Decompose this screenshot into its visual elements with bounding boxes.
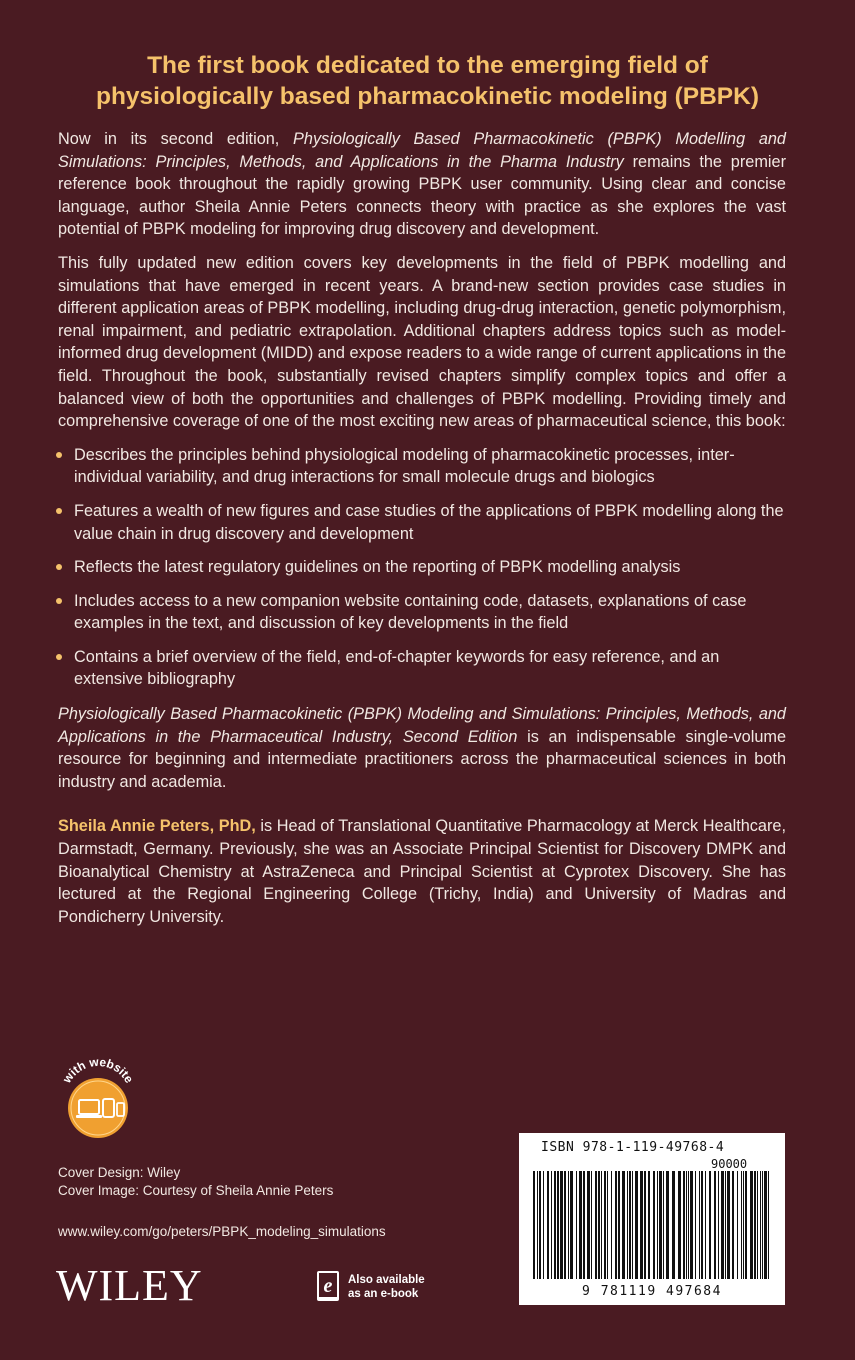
- feature-item: Describes the principles behind physiological modeling of pharmacokinetic processes, inter-individual variability, and drug interactions for small molecule drugs and biologics: [58, 444, 786, 489]
- ebook-notice: [314, 1270, 514, 1310]
- barcode-bar: [672, 1171, 675, 1279]
- barcode-bar: [551, 1171, 552, 1279]
- barcode-bar: [635, 1171, 638, 1279]
- ebook-line-1: Also available: [348, 1274, 425, 1286]
- barcode-bar: [604, 1171, 606, 1279]
- barcode-bar: [678, 1171, 681, 1279]
- e-book-icon: [316, 1270, 340, 1302]
- bullet-dot-icon: [56, 654, 62, 660]
- barcode-bar: [644, 1171, 646, 1279]
- ebook-line-2: as an e-book: [348, 1288, 419, 1300]
- barcode-bar: [659, 1171, 662, 1279]
- barcode-bar: [595, 1171, 597, 1279]
- publisher-logo: WILEY: [56, 1261, 203, 1310]
- barcode-bar: [721, 1171, 724, 1279]
- barcode-bar: [622, 1171, 625, 1279]
- barcode-bar: [754, 1171, 756, 1279]
- bullet-dot-icon: [56, 598, 62, 604]
- barcode-bar: [764, 1171, 767, 1279]
- barcode-bar: [579, 1171, 582, 1279]
- barcode-bar: [587, 1171, 590, 1279]
- barcode-bar: [701, 1171, 703, 1279]
- cover-design-credit: Cover Design: Wiley: [58, 1165, 181, 1180]
- barcode-bar: [690, 1171, 693, 1279]
- bullet-dot-icon: [56, 508, 62, 514]
- barcode-bar: [629, 1171, 631, 1279]
- headline-line-2: physiologically based pharmacokinetic modeling (PBPK): [95, 83, 759, 110]
- author-name: Sheila Annie Peters, PhD,: [58, 817, 256, 836]
- barcode-bars: [529, 1171, 775, 1283]
- barcode-bar: [760, 1171, 761, 1279]
- feature-item: Reflects the latest regulatory guidelines on the reporting of PBPK modelling analysis: [58, 556, 786, 579]
- barcode-bar: [537, 1171, 538, 1279]
- feature-item: Contains a brief overview of the field, end-of-chapter keywords for easy reference, and an extensive bibliography: [58, 646, 786, 691]
- headline: [40, 50, 815, 112]
- barcode-bar: [686, 1171, 687, 1279]
- feature-list: [58, 444, 786, 691]
- barcode-bar: [547, 1171, 549, 1279]
- barcode-bar: [705, 1171, 706, 1279]
- feature-item: Features a wealth of new figures and case studies of the applications of PBPK modelling along the value chain in drug discovery and development: [58, 500, 786, 545]
- barcode-bar: [543, 1171, 544, 1279]
- barcode-bar: [743, 1171, 744, 1279]
- barcode-bar: [714, 1171, 716, 1279]
- barcode-bar: [695, 1171, 696, 1279]
- isbn-barcode: [519, 1133, 785, 1305]
- barcode-bar: [576, 1171, 577, 1279]
- barcode-bar: [750, 1171, 753, 1279]
- barcode-bar: [554, 1171, 556, 1279]
- bullet-dot-icon: [56, 452, 62, 458]
- barcode-bar: [618, 1171, 620, 1279]
- barcode-bar: [533, 1171, 535, 1279]
- paragraph-summary: Physiologically Based Pharmacokinetic (PBPK) Modeling and Simulations: Principles, Methods, and Applications in the Pharmaceutical Industry, Second Edition is an indispensable single-volume resource for beginning and intermediate practitioners across the pharmaceutical sciences in both industry and academia.: [58, 705, 786, 791]
- barcode-bar: [632, 1171, 633, 1279]
- barcode-bar: [607, 1171, 608, 1279]
- book-title-italic: Physiologically Based Pharmacokinetic (PBPK) Modeling and Simulations: Principles, Methods, and Applications in the Pharmaceutical Industry, Second Edition: [58, 705, 786, 746]
- description: [58, 128, 786, 939]
- barcode-bar: [768, 1171, 769, 1279]
- barcode-bar: [762, 1171, 763, 1279]
- barcode-bar: [688, 1171, 689, 1279]
- companion-url[interactable]: www.wiley.com/go/peters/PBPK_modeling_simulations: [58, 1224, 386, 1239]
- barcode-bar: [663, 1171, 664, 1279]
- barcode-bar: [653, 1171, 655, 1279]
- barcode-bar: [725, 1171, 726, 1279]
- barcode-bar: [640, 1171, 643, 1279]
- headline-line-1: The first book dedicated to the emerging field of: [147, 52, 708, 79]
- barcode-bar: [539, 1171, 541, 1279]
- barcode-bar: [718, 1171, 719, 1279]
- svg-text:e: e: [323, 1275, 333, 1297]
- barcode-bar: [615, 1171, 617, 1279]
- barcode-bar: [657, 1171, 658, 1279]
- paragraph-intro: Now in its second edition, Physiologically Based Pharmacokinetic (PBPK) Modelling and Simulations: Principles, Methods, and Applications in the Pharma Industry remains the premier reference book throughout the rapidly growing PBPK user community. Using clear and concise language, author Sheila Annie Peters connects theory with practice as she explores the vast potential of PBPK modeling for improving drug discovery and development.: [58, 130, 786, 239]
- barcode-bar: [601, 1171, 602, 1279]
- barcode-bar: [557, 1171, 559, 1279]
- book-title-italic: Physiologically Based Pharmacokinetic (PBPK) Modelling and Simulations: Principles, Methods, and Applications in the Pharma Industry: [58, 130, 786, 171]
- barcode-bar: [568, 1171, 569, 1279]
- barcode-bar: [611, 1171, 612, 1279]
- author-bio: Sheila Annie Peters, PhD, is Head of Translational Quantitative Pharmacology at Merck Healthcare, Darmstadt, Germany. Previously, she was an Associate Principal Scientist for Discovery DMPK and Bioanalytical Chemistry at AstraZeneca and Principal Scientist at Cyprotex Discovery. She has lectured at the Regional Engineering College (Trichy, India) and University of Madras and Pondicherry University.: [58, 817, 786, 926]
- price-code: 90000: [711, 1157, 748, 1171]
- barcode-bar: [666, 1171, 669, 1279]
- barcode-bar: [699, 1171, 700, 1279]
- isbn-number: ISBN 978-1-119-49768-4: [541, 1140, 725, 1155]
- barcode-bar: [709, 1171, 711, 1279]
- barcode-bar: [564, 1171, 566, 1279]
- barcode-bar: [598, 1171, 600, 1279]
- barcode-bar: [591, 1171, 592, 1279]
- cover-credits: [58, 1164, 333, 1200]
- barcode-bar: [757, 1171, 758, 1279]
- barcode-bar: [648, 1171, 650, 1279]
- paragraph-edition: This fully updated new edition covers key developments in the field of PBPK modelling and simulations that have emerged in recent years. A brand-new section provides case studies in different application areas of PBPK modelling, including drug-drug interaction, genetic polymorphism, renal impairment, and pediatric extrapolation. Additional chapters address topics such as model-informed drug development (MIDD) and expose readers to a wide range of current applications in the field. Throughout the book, substantially revised chapters simplify complex topics and offer a balanced view of both the opportunities and challenges of PBPK modelling. Providing timely and comprehensive coverage of one of the most exciting new areas of pharmaceutical science, this book:: [58, 253, 786, 431]
- barcode-bar: [741, 1171, 742, 1279]
- barcode-bar: [745, 1171, 747, 1279]
- barcode-bar: [683, 1171, 685, 1279]
- barcode-bar: [583, 1171, 585, 1279]
- barcode-bar: [627, 1171, 628, 1279]
- badge-text: with website: [59, 1054, 137, 1086]
- bullet-dot-icon: [56, 564, 62, 570]
- barcode-bar: [560, 1171, 563, 1279]
- barcode-bar: [737, 1171, 738, 1279]
- cover-image-credit: Cover Image: Courtesy of Sheila Annie Peters: [58, 1183, 334, 1198]
- with-website-badge: [56, 1052, 140, 1142]
- barcode-bar: [732, 1171, 734, 1279]
- ean-digits: 9 781119 497684: [582, 1284, 722, 1299]
- barcode-bar: [727, 1171, 730, 1279]
- barcode-bar: [570, 1171, 573, 1279]
- feature-item: Includes access to a new companion website containing code, datasets, explanations of case examples in the text, and discussion of key developments in the field: [58, 590, 786, 635]
